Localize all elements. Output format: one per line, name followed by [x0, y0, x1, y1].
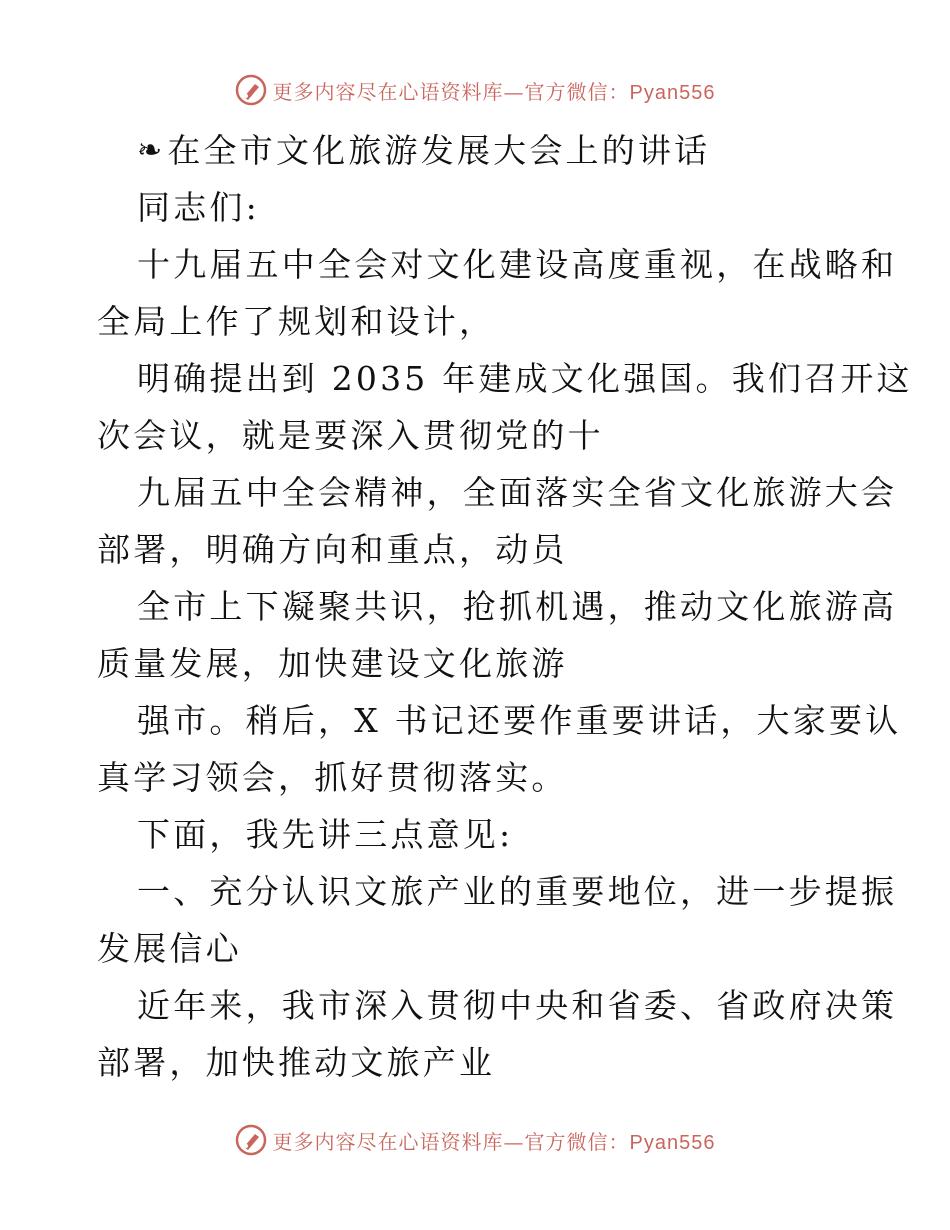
watermark-dash: — [503, 1129, 525, 1154]
document-line: 全局上作了规划和设计， [97, 302, 496, 341]
pen-circle-logo-icon [235, 1124, 267, 1156]
document-line: 近年来，我市深入贯彻中央和省委、省政府决策 [137, 986, 898, 1025]
document-line: 部署，加快推动文旅产业 [97, 1043, 496, 1082]
document-lines [97, 179, 913, 1091]
document-line: 次会议，就是要深入贯彻党的十 [97, 416, 604, 455]
document-title-row [97, 122, 857, 179]
document-line: 一、充分认识文旅产业的重要地位，进一步提振 [137, 872, 898, 911]
document-line: 发展信心 [97, 929, 242, 968]
watermark-text: 更多内容尽在心语资料库 [272, 1129, 504, 1154]
watermark-wechat-id: Pyan556 [629, 1131, 716, 1154]
document-line: 下面，我先讲三点意见: [137, 815, 514, 854]
document-line: 全市上下凝聚共识，抢抓机遇，推动文化旅游高 [137, 587, 898, 626]
watermark-text: 更多内容尽在心语资料库 [272, 79, 504, 104]
document-line: 明确提出到 2035 年建成文化强国。我们召开这 [137, 359, 913, 398]
watermark-wechat-id: Pyan556 [629, 81, 716, 104]
document-line: 九届五中全会精神，全面落实全省文化旅游大会 [137, 473, 898, 512]
document-title: 在全市文化旅游发展大会上的讲话 [167, 131, 711, 170]
document-line: 部署，明确方向和重点，动员 [97, 530, 568, 569]
watermark-dash: — [503, 79, 525, 104]
document-body [97, 122, 913, 1091]
document-line: 质量发展，加快建设文化旅游 [97, 644, 568, 683]
watermark-wechat-label: 官方微信： [524, 79, 630, 104]
document-line: 十九届五中全会对文化建设高度重视，在战略和 [137, 245, 898, 284]
watermark-wechat-label: 官方微信： [524, 1129, 630, 1154]
document-line: 真学习领会，抓好贯彻落实。 [97, 758, 568, 797]
document-line: 同志们: [137, 188, 260, 227]
fleuron-icon: ❧ [137, 133, 166, 168]
document-line: 强市。稍后，X 书记还要作重要讲话，大家要认 [137, 701, 902, 740]
header-watermark [0, 70, 950, 110]
pen-circle-logo-icon [235, 74, 267, 106]
footer-watermark [0, 1120, 950, 1160]
